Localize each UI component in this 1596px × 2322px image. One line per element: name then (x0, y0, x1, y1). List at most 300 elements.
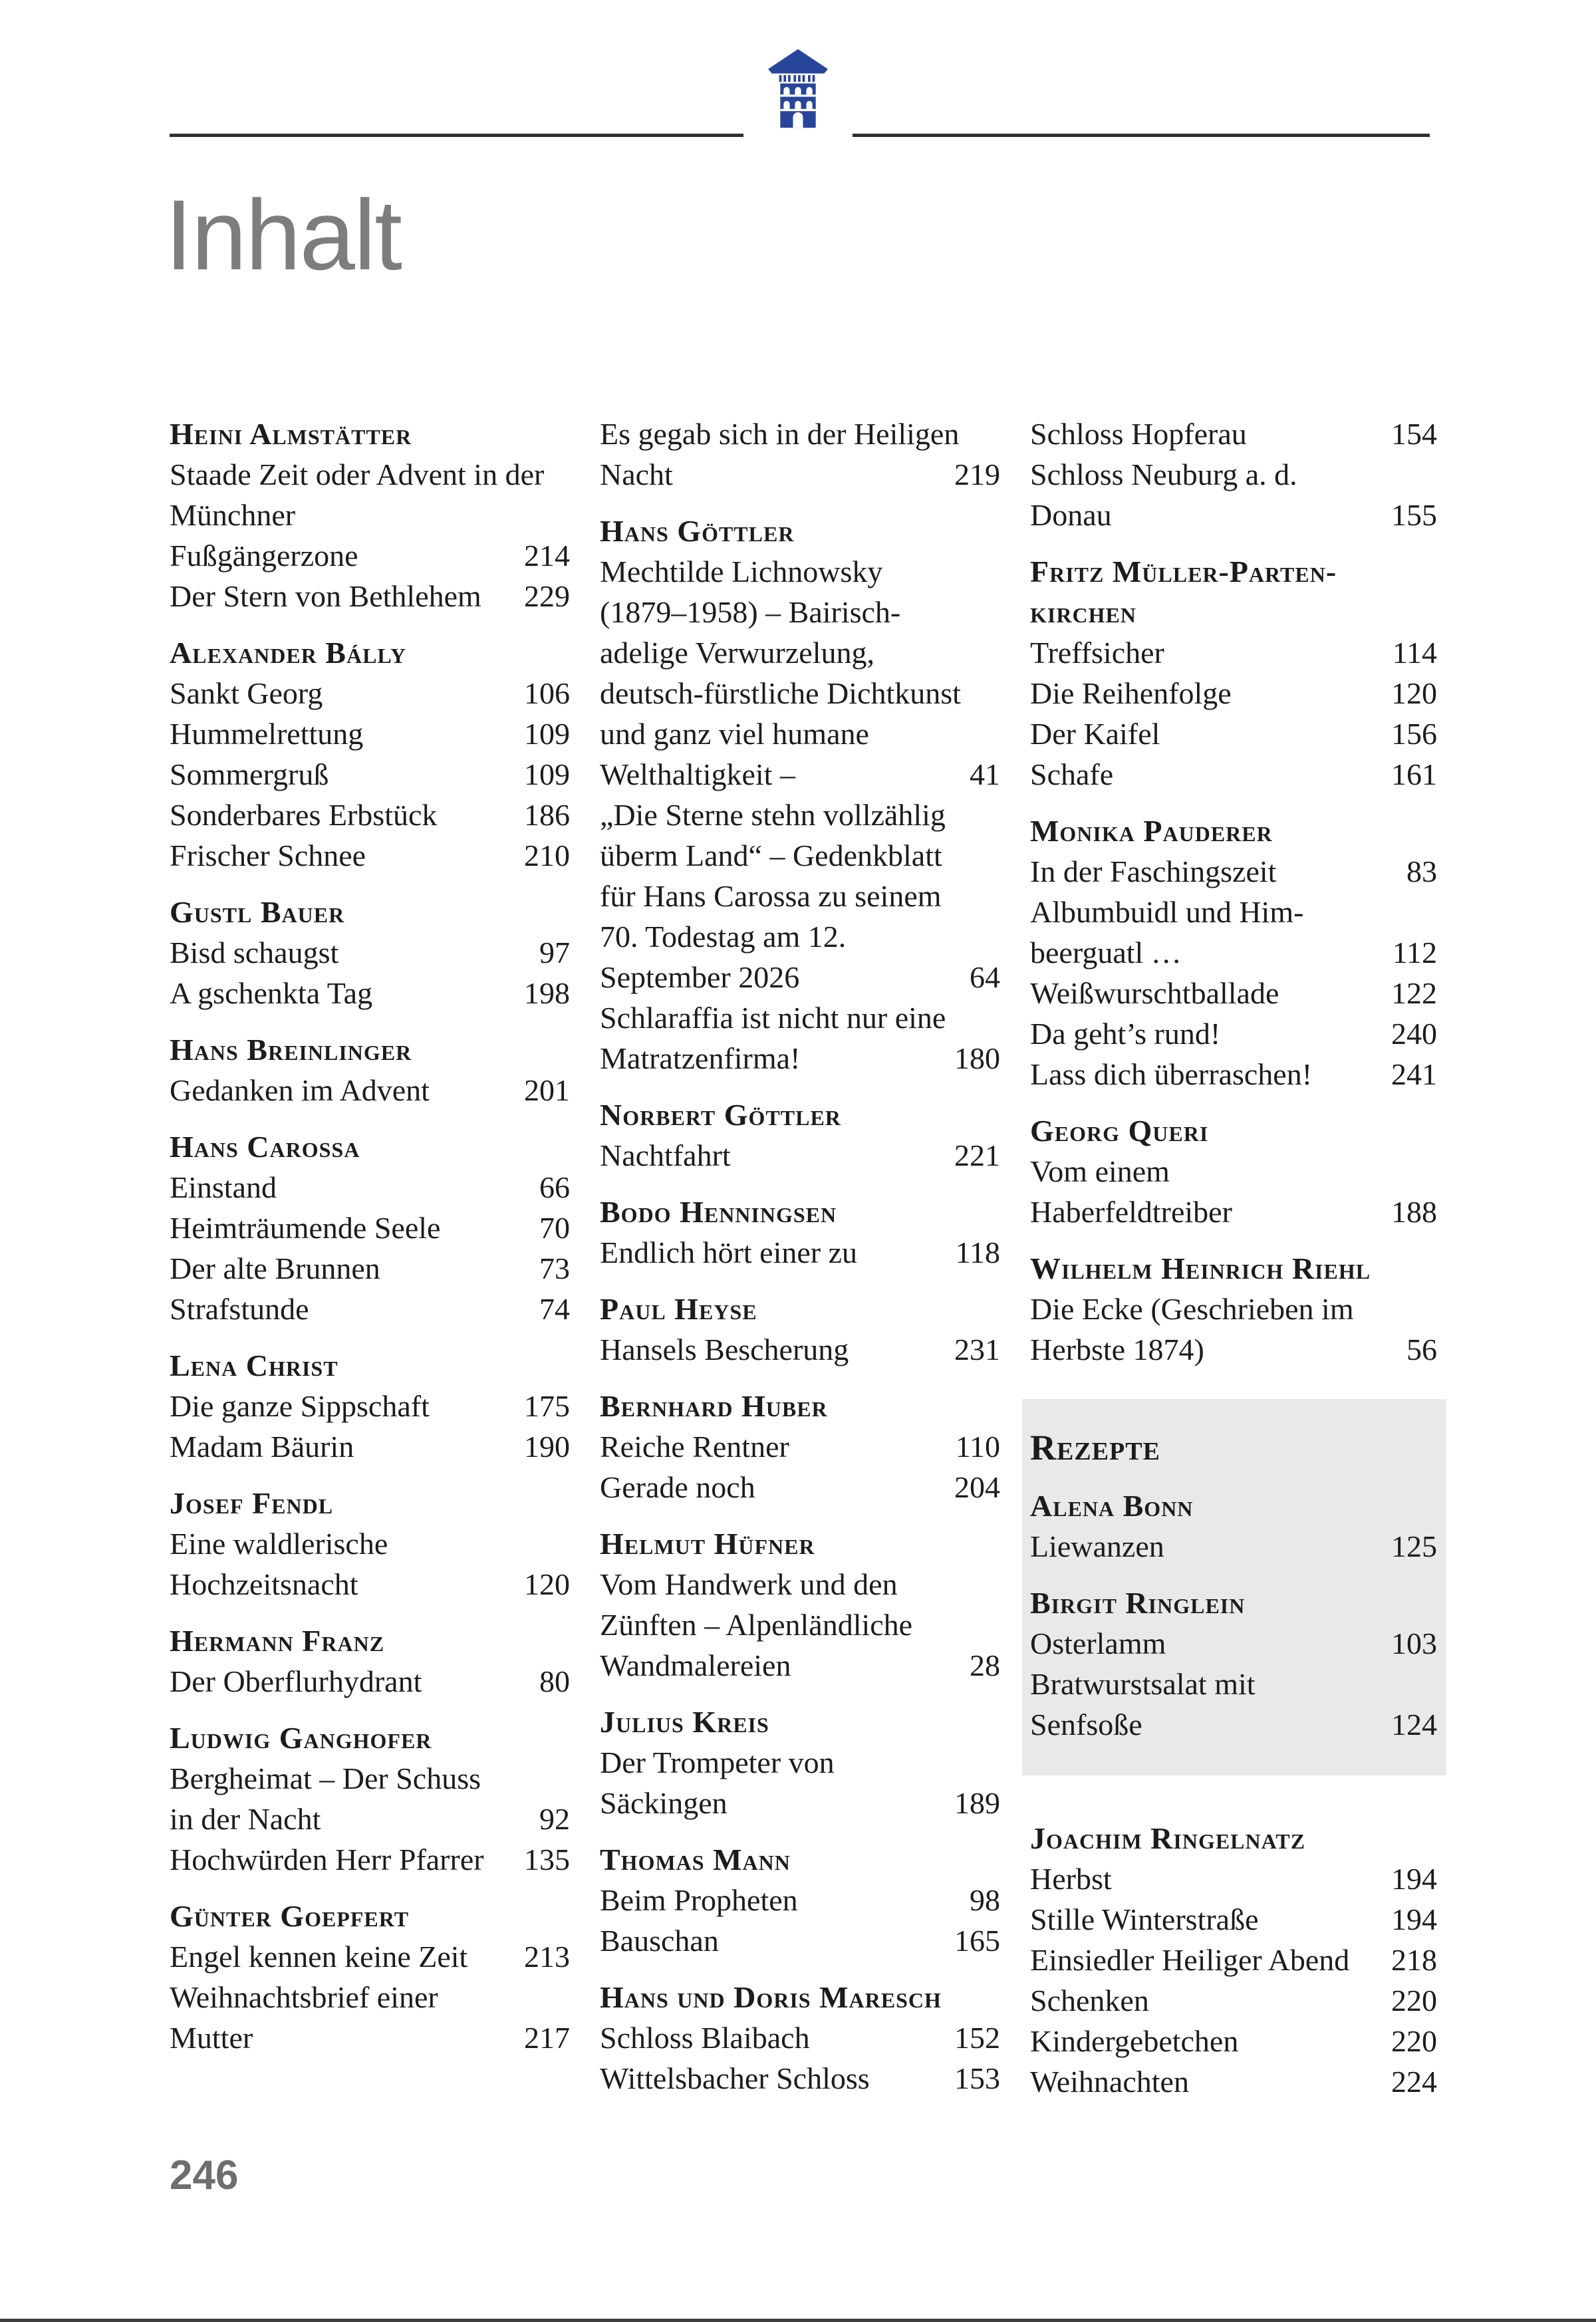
entry-title-line: Schloss Hopferau (1030, 417, 1247, 451)
entry-title-line: Säckingen (600, 1786, 728, 1820)
entry-title-line: Sommergruß (170, 757, 329, 791)
toc-entry (600, 1742, 1000, 1823)
entry-title-line: Weihnachtsbrief einer (170, 1980, 438, 2014)
entry-last-line (600, 1645, 1000, 1686)
entry-last-line (170, 1564, 570, 1605)
entry-last-line (170, 1070, 570, 1110)
entry-title-line: deutsch-fürstliche Dichtkunst (600, 676, 961, 710)
toc-entry (600, 1467, 1000, 1507)
toc-entry (170, 1248, 570, 1289)
toc-entry (170, 673, 570, 713)
entry-last-line (1030, 754, 1437, 795)
author-name: Helmut Hüfner (600, 1527, 815, 1561)
entry-last-line (1030, 2021, 1437, 2061)
toc-entry (170, 1426, 570, 1467)
toc-section (1030, 811, 1437, 1095)
entry-title-line: Stille Winterstraße (1030, 1902, 1259, 1936)
entry-last-line (170, 1167, 570, 1208)
entry-last-line (170, 576, 570, 616)
entry-page-number: 194 (1391, 1862, 1437, 1896)
entry-title-line: Hochzeitsnacht (170, 1567, 358, 1601)
author-name: Norbert Göttler (600, 1098, 841, 1132)
toc-section (170, 1620, 570, 1702)
author-name: Hans Göttler (600, 514, 795, 548)
entry-page-number: 106 (524, 676, 570, 710)
toc-entry (600, 1329, 1000, 1370)
entry-title-line: Vom Handwerk und den (600, 1567, 898, 1601)
entry-title-line: Der Kaifel (1030, 717, 1160, 751)
entry-last-line (170, 2017, 570, 2058)
toc-column-3 (1030, 414, 1437, 2102)
entry-page-number: 198 (524, 976, 570, 1010)
toc-entry (170, 713, 570, 754)
entry-last-line (1030, 632, 1437, 673)
entry-title-line: Albumbuidl und Him- (1030, 895, 1304, 929)
entry-last-line (600, 1232, 1000, 1273)
toc-entry (170, 1661, 570, 1702)
entry-last-line (1030, 1899, 1437, 1940)
entry-last-line (600, 1920, 1000, 1961)
entry-page-number: 109 (524, 717, 570, 751)
entry-page-number: 155 (1391, 498, 1437, 532)
entry-page-number: 125 (1391, 1529, 1437, 1563)
author-name: Birgit Ringlein (1030, 1586, 1246, 1620)
entry-title-line: Schloss Neuburg a. d. (1030, 457, 1297, 491)
entry-title-line: Matratzenfirma! (600, 1041, 801, 1075)
entry-title-line: Schafe (1030, 757, 1114, 791)
toc-section (600, 1523, 1000, 1686)
entry-last-line (1030, 1859, 1437, 1899)
entry-title-line: Schlaraffia ist nicht nur eine (600, 1001, 946, 1035)
toc-entry (1030, 2021, 1437, 2061)
entry-last-line (1030, 713, 1437, 754)
entry-title-line: Sankt Georg (170, 676, 323, 710)
entry-title-line: Welthaltigkeit – (600, 757, 795, 791)
toc-section (600, 1702, 1000, 1823)
entry-last-line (170, 1386, 570, 1426)
toc-entry (1030, 454, 1437, 535)
entry-page-number: 217 (524, 2021, 570, 2055)
bottom-rule (0, 2319, 1596, 2322)
entry-last-line (600, 2058, 1000, 2099)
entry-page-number: 122 (1391, 976, 1437, 1010)
entry-page-number: 98 (970, 1883, 1000, 1917)
entry-title-line: adelige Verwurzelung, (600, 636, 874, 670)
toc-entry (1030, 2061, 1437, 2102)
entry-page-number: 219 (954, 457, 1000, 491)
author-name: kirchen (1030, 595, 1136, 629)
entry-last-line (600, 754, 1000, 795)
entry-title-line: Bergheimat – Der Schuss (170, 1761, 481, 1795)
publisher-logo (743, 37, 853, 138)
toc-section (600, 414, 1000, 495)
entry-last-line (1030, 1704, 1437, 1745)
entry-last-line (1030, 1013, 1437, 1054)
entry-page-number: 175 (524, 1389, 570, 1423)
entry-title-line: Weihnachten (1030, 2065, 1189, 2099)
toc-entry (170, 1070, 570, 1110)
toc-entry (170, 1936, 570, 1977)
author-name: Georg Queri (1030, 1114, 1209, 1148)
toc-columns (170, 414, 1437, 2102)
entry-last-line (1030, 1329, 1437, 1370)
entry-title-line: Der alte Brunnen (170, 1251, 380, 1285)
page-number: 246 (170, 2152, 239, 2198)
entry-last-line (600, 454, 1000, 495)
entry-page-number: 153 (954, 2061, 1000, 2095)
toc-entry (170, 754, 570, 795)
entry-page-number: 112 (1392, 936, 1437, 969)
entry-title-line: Vom einem (1030, 1154, 1170, 1188)
toc-section (600, 1095, 1000, 1176)
entry-last-line (1030, 1526, 1437, 1567)
toc-section (170, 1896, 570, 2058)
entry-page-number: 70 (539, 1211, 570, 1245)
entry-title-line: Gerade noch (600, 1470, 755, 1504)
entry-last-line (170, 673, 570, 713)
entry-last-line (600, 957, 1000, 997)
toc-entry (1030, 892, 1437, 973)
entry-title-line: Beim Propheten (600, 1883, 798, 1917)
entry-page-number: 214 (524, 539, 570, 573)
toc-entry (170, 1977, 570, 2058)
entry-last-line (600, 2017, 1000, 2058)
toc-entry (1030, 1013, 1437, 1054)
toc-entry (600, 1232, 1000, 1273)
entry-title-line: Sonderbares Erbstück (170, 798, 438, 832)
entry-last-line (1030, 851, 1437, 892)
author-name: Bernhard Huber (600, 1389, 828, 1423)
entry-last-line (1030, 1054, 1437, 1095)
author-name: Gustl Bauer (170, 895, 345, 929)
entry-page-number: 152 (954, 2021, 1000, 2055)
entry-title-line: Der Stern von Bethlehem (170, 579, 481, 613)
entry-page-number: 180 (954, 1041, 1000, 1075)
entry-page-number: 189 (954, 1786, 1000, 1820)
entry-last-line (1030, 673, 1437, 713)
entry-title-line: Hochwürden Herr Pfarrer (170, 1843, 484, 1876)
author-name: Heini Almstätter (170, 417, 412, 451)
author-name: Julius Kreis (600, 1705, 769, 1739)
author-name: Monika Pauderer (1030, 814, 1273, 848)
entry-page-number: 28 (970, 1648, 1000, 1682)
toc-entry (170, 1386, 570, 1426)
entry-last-line (1030, 2061, 1437, 2102)
toc-entry (170, 1839, 570, 1880)
entry-title-line: Haberfeldtreiber (1030, 1195, 1232, 1229)
toc-entry (1030, 1526, 1437, 1567)
entry-page-number: 83 (1406, 854, 1437, 888)
entry-title-line: überm Land“ – Gedenkblatt (600, 838, 942, 872)
entry-title-line: Da geht’s rund! (1030, 1017, 1221, 1051)
entry-title-line: Liewanzen (1030, 1529, 1164, 1563)
entry-page-number: 41 (970, 757, 1000, 791)
toc-entry (600, 414, 1000, 495)
entry-title-line: 70. Todestag am 12. (600, 920, 847, 954)
entry-last-line (170, 1839, 570, 1880)
entry-page-number: 218 (1391, 1943, 1437, 1977)
entry-page-number: 220 (1391, 2024, 1437, 2058)
toc-column-2 (600, 414, 1000, 2102)
toc-section (170, 1483, 570, 1605)
entry-page-number: 210 (524, 838, 570, 872)
author-name: Günter Goepfert (170, 1899, 410, 1933)
toc-entry (170, 835, 570, 876)
entry-page-number: 204 (954, 1470, 1000, 1504)
entry-title-line: Eine waldlerische (170, 1527, 388, 1561)
entry-last-line (170, 932, 570, 973)
entry-page-number: 190 (524, 1430, 570, 1464)
toc-section (1030, 1818, 1437, 2102)
entry-title-line: Schenken (1030, 1984, 1149, 2017)
author-name: Alena Bonn (1030, 1489, 1194, 1523)
entry-last-line (170, 713, 570, 754)
entry-title-line: Senfsoße (1030, 1708, 1142, 1742)
page-title: Inhalt (165, 179, 401, 291)
entry-title-line: Nachtfahrt (600, 1138, 731, 1172)
entry-title-line: Einsiedler Heiliger Abend (1030, 1943, 1350, 1977)
toc-section (170, 1718, 570, 1880)
toc-section (1030, 414, 1437, 535)
entry-title-line: Die ganze Sippschaft (170, 1389, 430, 1423)
entry-title-line: Heimträumende Seele (170, 1211, 441, 1245)
entry-page-number: 154 (1391, 417, 1437, 451)
entry-title-line: Hummelrettung (170, 717, 364, 751)
entry-title-line: Herbste 1874) (1030, 1333, 1204, 1366)
toc-entry (1030, 754, 1437, 795)
entry-title-line: beerguatl … (1030, 936, 1182, 969)
toc-entry (1030, 1623, 1437, 1664)
entry-title-line: Nacht (600, 457, 673, 491)
entry-title-line: Einstand (170, 1170, 277, 1204)
entry-last-line (170, 1936, 570, 1977)
toc-section (600, 1977, 1000, 2099)
entry-title-line: Bratwurstsalat mit (1030, 1667, 1256, 1701)
entry-title-line: Frischer Schnee (170, 838, 366, 872)
toc-section (1030, 1485, 1437, 1567)
entry-page-number: 66 (539, 1170, 570, 1204)
toc-entry (1030, 973, 1437, 1013)
toc-entry (170, 1208, 570, 1248)
entry-title-line: Endlich hört einer zu (600, 1235, 858, 1269)
entry-title-line: Wandmalereien (600, 1648, 791, 1682)
entry-page-number: 64 (970, 960, 1000, 994)
toc-section (170, 892, 570, 1013)
entry-title-line: Gedanken im Advent (170, 1073, 430, 1107)
toc-entry (170, 1758, 570, 1839)
toc-entry (600, 1564, 1000, 1686)
entry-last-line (600, 1426, 1000, 1467)
entry-page-number: 56 (1406, 1333, 1437, 1366)
toc-section (600, 1386, 1000, 1507)
toc-section (170, 1029, 570, 1110)
entry-title-line: Schloss Blaibach (600, 2021, 810, 2055)
toc-section (170, 632, 570, 876)
entry-last-line (170, 1289, 570, 1329)
entry-last-line (600, 1880, 1000, 1920)
recipes-box (1022, 1399, 1446, 1775)
entry-last-line (1030, 495, 1437, 535)
entry-last-line (600, 1783, 1000, 1823)
toc-entry (170, 932, 570, 973)
entry-title-line: (1879–1958) – Bairisch- (600, 595, 901, 629)
entry-title-line: Hansels Bescherung (600, 1333, 849, 1366)
recipes-header: Rezepte (1030, 1428, 1160, 1468)
entry-page-number: 231 (954, 1333, 1000, 1366)
toc-entry (1030, 1664, 1437, 1745)
entry-title-line: Kindergebetchen (1030, 2024, 1239, 2058)
entry-title-line: „Die Sterne stehn vollzählig (600, 798, 946, 832)
entry-page-number: 135 (524, 1843, 570, 1876)
entry-page-number: 73 (539, 1251, 570, 1285)
entry-last-line (1030, 932, 1437, 973)
toc-entry (600, 551, 1000, 795)
entry-title-line: September 2026 (600, 960, 800, 994)
toc-entry (600, 1920, 1000, 1961)
author-name: Paul Heyse (600, 1292, 757, 1326)
entry-page-number: 240 (1391, 1017, 1437, 1051)
toc-entry (1030, 713, 1437, 754)
entry-last-line (1030, 1940, 1437, 1980)
entry-title-line: Donau (1030, 498, 1112, 532)
entry-page-number: 165 (954, 1924, 1000, 1958)
entry-page-number: 186 (524, 798, 570, 832)
entry-title-line: Strafstunde (170, 1292, 309, 1326)
entry-page-number: 118 (955, 1235, 1000, 1269)
toc-entry (170, 1167, 570, 1208)
entry-last-line (1030, 414, 1437, 454)
tower-logo-icon (765, 42, 831, 138)
entry-title-line: Bisd schaugst (170, 936, 339, 969)
entry-page-number: 221 (954, 1138, 1000, 1172)
toc-entry (170, 1523, 570, 1605)
author-name: Lena Christ (170, 1349, 338, 1382)
author-name: Wilhelm Heinrich Riehl (1030, 1251, 1371, 1285)
entry-title-line: Die Reihenfolge (1030, 676, 1232, 710)
entry-page-number: 80 (539, 1664, 570, 1698)
toc-entry (600, 1135, 1000, 1176)
entry-last-line (170, 1426, 570, 1467)
entry-page-number: 229 (524, 579, 570, 613)
toc-entry (600, 2017, 1000, 2058)
entry-title-line: Engel kennen keine Zeit (170, 1940, 468, 1974)
entry-page-number: 114 (1392, 636, 1437, 670)
entry-title-line: A gschenkta Tag (170, 976, 373, 1010)
toc-entry (1030, 1151, 1437, 1232)
toc-section (600, 1192, 1000, 1273)
entry-title-line: Weißwurschtballade (1030, 976, 1279, 1010)
toc-section (170, 1126, 570, 1329)
entry-title-line: Staade Zeit oder Advent in der (170, 457, 545, 491)
toc-entry (600, 795, 1000, 997)
toc-entry (600, 2058, 1000, 2099)
author-name: Ludwig Ganghofer (170, 1721, 432, 1755)
toc-entry (1030, 1054, 1437, 1095)
entry-title-line: Treffsicher (1030, 636, 1164, 670)
entry-page-number: 224 (1391, 2065, 1437, 2099)
entry-page-number: 213 (524, 1940, 570, 1974)
entry-last-line (1030, 1192, 1437, 1232)
toc-entry (1030, 414, 1437, 454)
entry-title-line: Bauschan (600, 1924, 719, 1958)
entry-page-number: 241 (1391, 1057, 1437, 1091)
entry-last-line (170, 1248, 570, 1289)
toc-entry (1030, 1899, 1437, 1940)
entry-page-number: 109 (524, 757, 570, 791)
entry-title-line: in der Nacht (170, 1802, 321, 1836)
entry-last-line (170, 535, 570, 576)
entry-title-line: Mutter (170, 2021, 253, 2055)
entry-title-line: Der Oberflurhydrant (170, 1664, 422, 1698)
entry-last-line (170, 1208, 570, 1248)
entry-title-line: Es gegab sich in der Heiligen (600, 417, 960, 451)
entry-title-line: Madam Bäurin (170, 1430, 354, 1464)
toc-entry (170, 1289, 570, 1329)
entry-title-line: für Hans Carossa zu seinem (600, 879, 942, 913)
entry-title-line: Herbst (1030, 1862, 1112, 1896)
entry-title-line: Die Ecke (Geschrieben im (1030, 1292, 1354, 1326)
toc-entry (1030, 1289, 1437, 1370)
toc-entry (1030, 851, 1437, 892)
entry-title-line: Osterlamm (1030, 1626, 1166, 1660)
toc-section (600, 511, 1000, 1079)
entry-title-line: Der Trompeter von (600, 1745, 835, 1779)
toc-entry (170, 973, 570, 1013)
entry-last-line (170, 1799, 570, 1839)
entry-title-line: Fußgängerzone (170, 539, 358, 573)
author-name: Alexander Bálly (170, 636, 406, 670)
author-name: Fritz Müller-Parten- (1030, 555, 1337, 588)
entry-title-line: Zünften – Alpenländliche (600, 1608, 913, 1642)
toc-section (600, 1839, 1000, 1961)
entry-page-number: 74 (539, 1292, 570, 1326)
entry-last-line (170, 1661, 570, 1702)
entry-page-number: 201 (524, 1073, 570, 1107)
toc-section (1030, 551, 1437, 795)
toc-entry (1030, 632, 1437, 673)
entry-page-number: 188 (1391, 1195, 1437, 1229)
toc-entry (170, 795, 570, 835)
entry-title-line: In der Faschingszeit (1030, 854, 1277, 888)
entry-title-line: Münchner (170, 498, 296, 532)
entry-page-number: 194 (1391, 1902, 1437, 1936)
toc-section (600, 1289, 1000, 1370)
toc-entry (170, 454, 570, 576)
toc-entry (1030, 1980, 1437, 2021)
author-name: Hans und Doris Maresch (600, 1980, 942, 2014)
author-name: Hans Carossa (170, 1130, 360, 1164)
entry-last-line (600, 1329, 1000, 1370)
entry-page-number: 220 (1391, 1984, 1437, 2017)
entry-last-line (1030, 1623, 1437, 1664)
entry-title-line: Lass dich überraschen! (1030, 1057, 1313, 1091)
entry-title-line: und ganz viel humane (600, 717, 869, 751)
toc-section (170, 1345, 570, 1467)
toc-entry (600, 1880, 1000, 1920)
entry-page-number: 120 (524, 1567, 570, 1601)
entry-page-number: 110 (955, 1430, 1000, 1464)
entry-last-line (600, 1467, 1000, 1507)
entry-last-line (170, 795, 570, 835)
entry-title-line: Reiche Rentner (600, 1430, 789, 1464)
entry-page-number: 124 (1391, 1708, 1437, 1742)
toc-section (1030, 1248, 1437, 1370)
entry-last-line (170, 973, 570, 1013)
entry-page-number: 120 (1391, 676, 1437, 710)
toc-entry (600, 1426, 1000, 1467)
entry-last-line (1030, 1980, 1437, 2021)
toc-section (1030, 1583, 1437, 1745)
